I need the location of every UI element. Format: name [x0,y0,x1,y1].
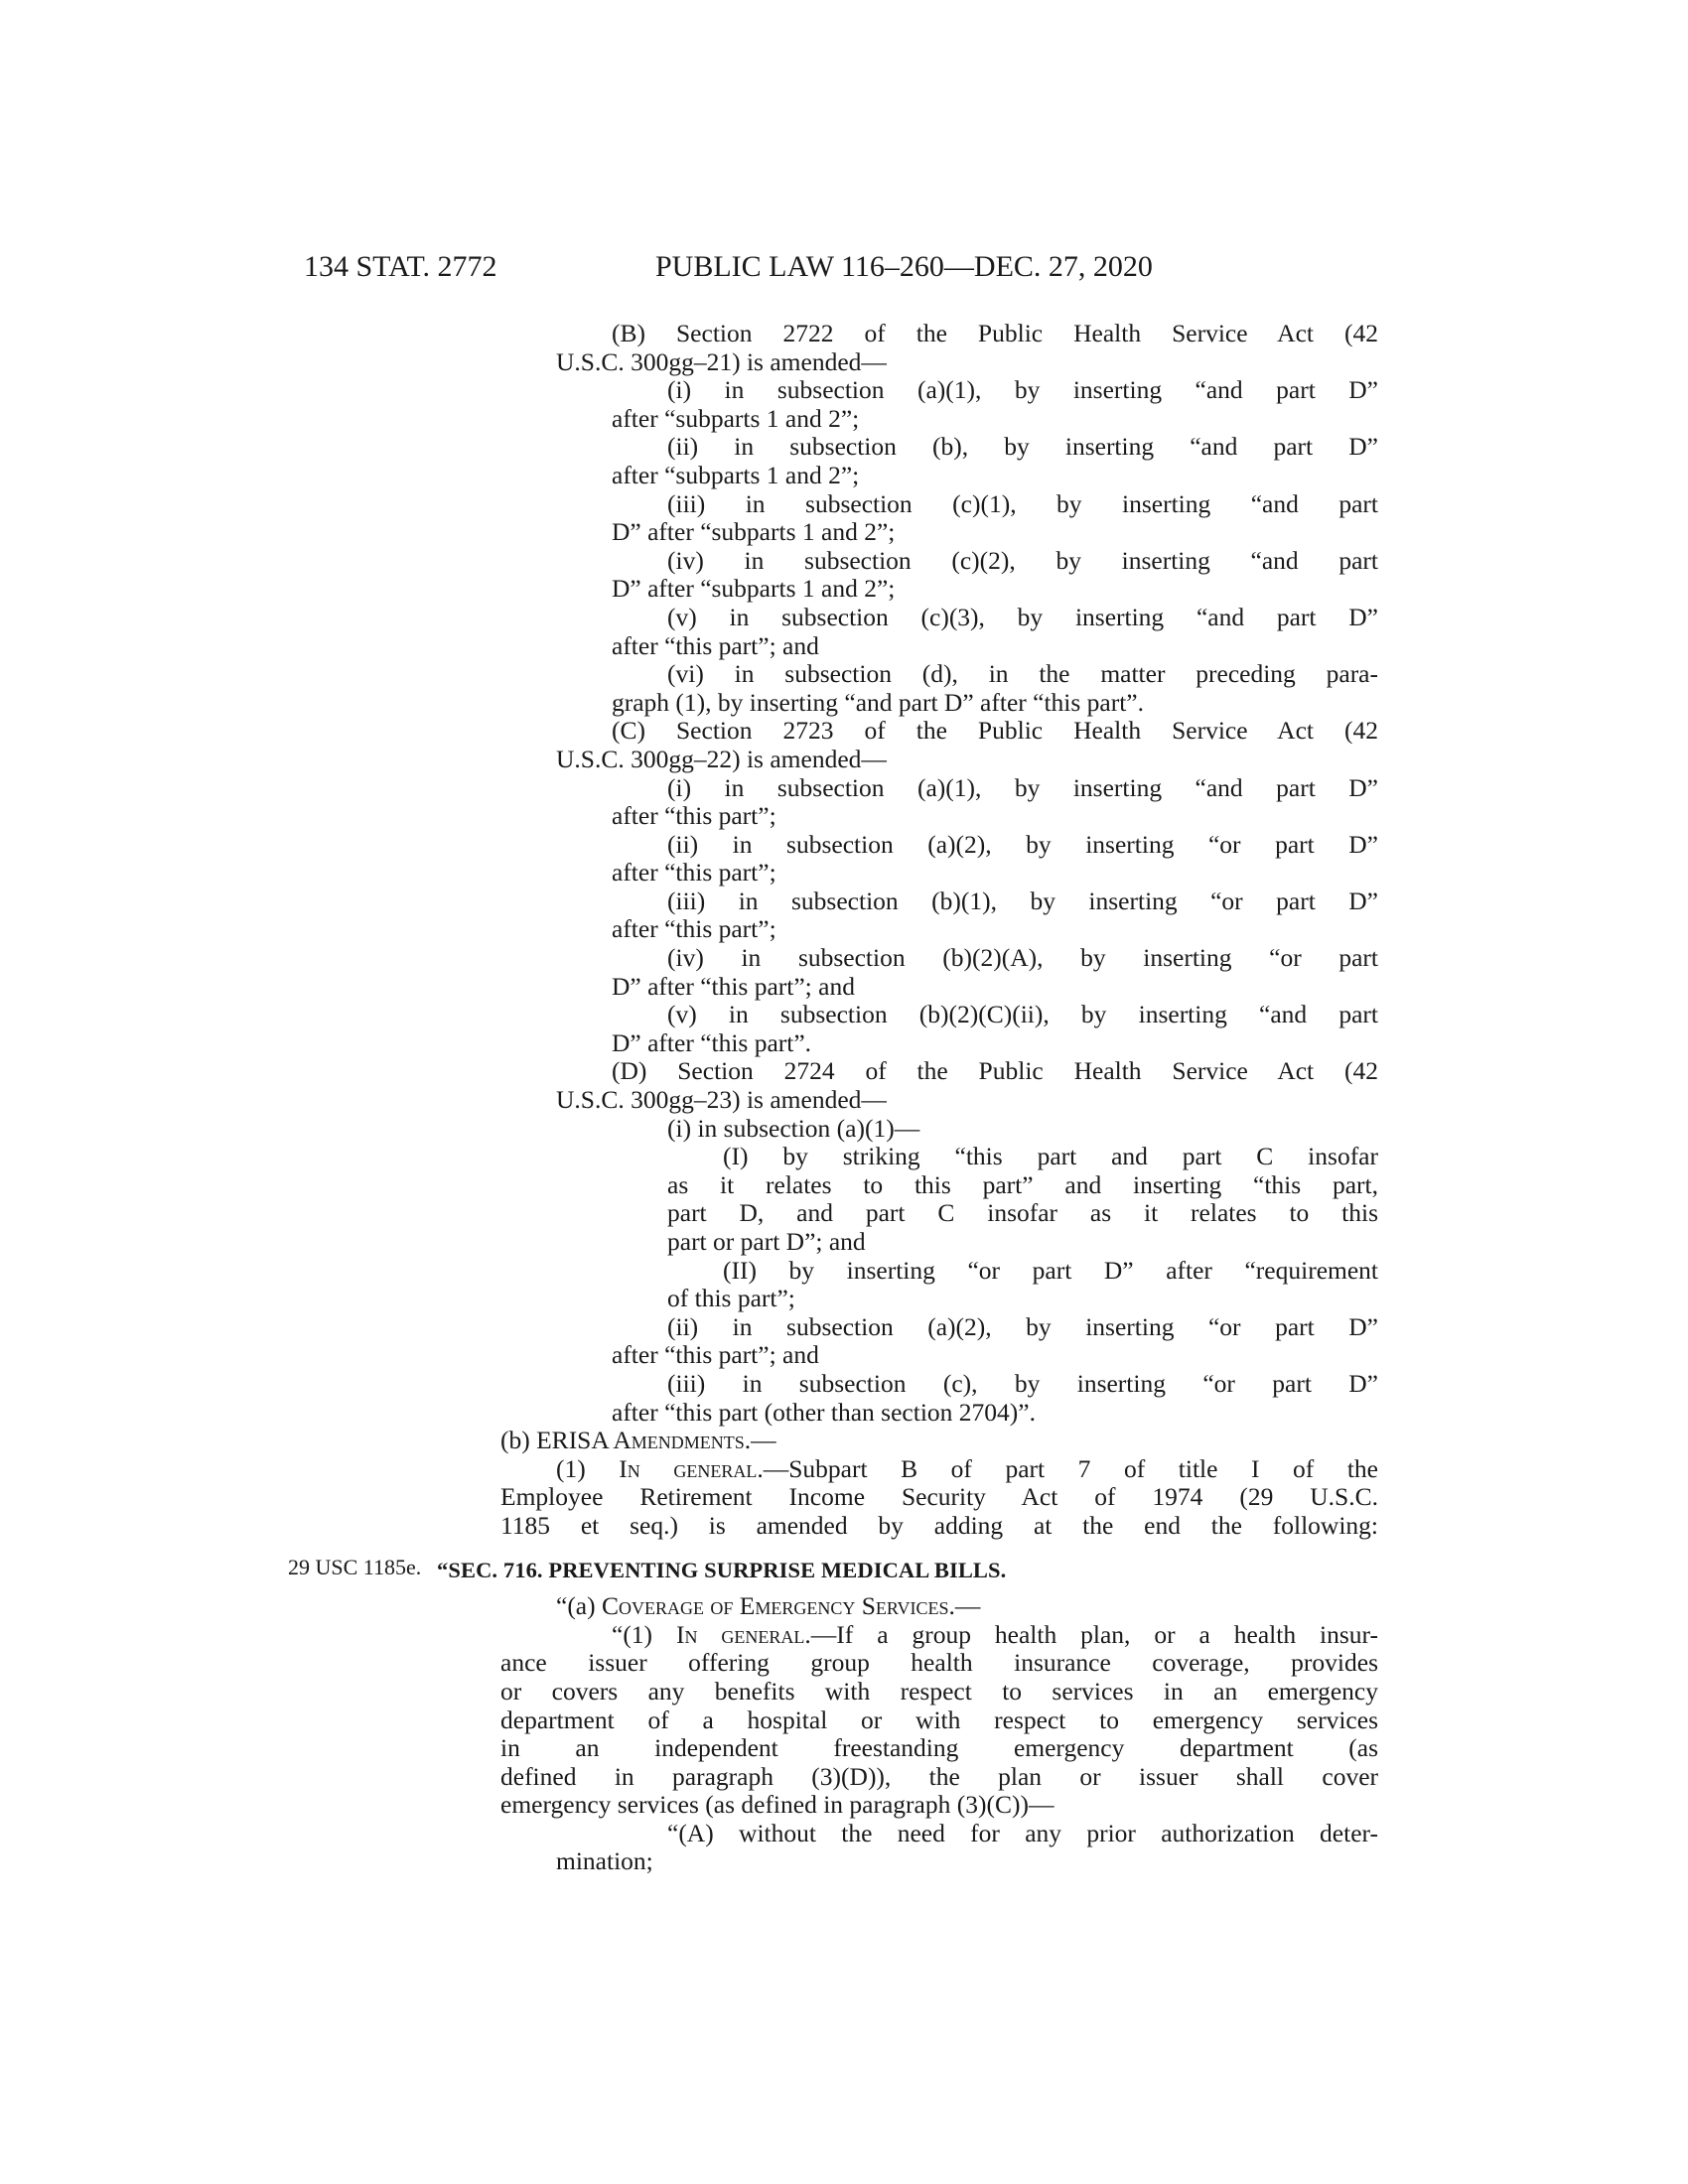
paragraph-label: “(1) [612,1619,676,1649]
text-line: (v) in subsection (c)(3), by inserting “and part D” [667,602,1378,631]
subsection-title: Coverage of Emergency Services [602,1591,949,1621]
text-line: (i) in subsection (a)(1), by inserting “and part D” [667,772,1378,802]
text-line: part or part D”; and [667,1227,866,1256]
paragraph-label: (1) [556,1453,620,1483]
text-line: defined in paragraph (3)(D)), the plan or issuer shall cover [500,1761,1378,1791]
text-line [500,1455,1378,1484]
text-line: Employee Retirement Income Security Act of 1974 (29 U.S.C. [500,1482,1378,1512]
subsection-label: “(a) [556,1591,602,1621]
text-line: (iii) in subsection (c), by inserting “or part D” [667,1368,1378,1398]
text-line: graph (1), by inserting “and part D” after “this part”. [612,687,1144,717]
paragraph-text: .—If a group health plan, or a health insur- [804,1619,1378,1649]
text-line: D” after “subparts 1 and 2”; [612,574,896,604]
text-line: or covers any benefits with respect to services in an emergency [500,1676,1378,1706]
text-line: emergency services (as defined in paragraph (3)(C))— [500,1790,1055,1820]
text-line: as it relates to this part” and inserting “this part, [667,1169,1378,1199]
text-line: (iv) in subsection (c)(2), by inserting “and part [667,545,1378,575]
text-line: part D, and part C insofar as it relates to this [667,1198,1378,1228]
text-line: U.S.C. 300gg–23) is amended— [556,1085,887,1115]
subsection-heading [500,1592,1378,1621]
text-line: in an independent freestanding emergency department (as [500,1733,1378,1763]
text-line: after “subparts 1 and 2”; [612,460,860,489]
text-line: after “this part (other than section 2704)”. [612,1397,1036,1427]
text-line: after “this part”; [612,858,776,887]
text-line: mination; [556,1846,653,1876]
text-line: 1185 et seq.) is amended by adding at the end the following: [500,1510,1378,1540]
section-heading: “SEC. 716. PREVENTING SURPRISE MEDICAL BILLS. [437,1557,1007,1582]
text-line [500,1621,1378,1650]
text-line: (ii) in subsection (a)(2), by inserting “or part D” [667,829,1378,859]
text-line: D” after “this part”; and [612,971,855,1001]
text-line: of this part”; [667,1284,795,1313]
text-line: D” after “subparts 1 and 2”; [612,517,896,547]
text-line: D” after “this part”. [612,1027,812,1057]
text-line: (II) by inserting “or part D” after “requirement [723,1255,1378,1285]
document-body [437,319,1378,1876]
text-line: (i) in subsection (a)(1)— [667,1113,920,1143]
public-law-header: PUBLIC LAW 116–260—DEC. 27, 2020 [655,250,1153,283]
text-line: U.S.C. 300gg–22) is amended— [556,744,887,773]
text-line: (I) by striking “this part and part C insofar [723,1142,1378,1171]
text-line: (vi) in subsection (d), in the matter preceding para- [667,659,1378,689]
text-line: (iv) in subsection (b)(2)(A), by inserting “or part [667,943,1378,973]
text-line: (iii) in subsection (c)(1), by inserting “and part [667,488,1378,518]
text-line: U.S.C. 300gg–21) is amended— [556,346,887,376]
paragraph-title: In general [619,1453,758,1483]
subsection-label: (b) [500,1426,537,1455]
text-line: (v) in subsection (b)(2)(C)(ii), by inserting “and part [667,1000,1378,1029]
subsection-dash: .— [744,1426,776,1455]
text-line: ance issuer offering group health insurance coverage, provides [500,1648,1378,1678]
text-line: after “this part”; and [612,630,819,660]
text-line: after “this part”; and [612,1340,819,1370]
text-line: (D) Section 2724 of the Public Health Service Act (42 [612,1056,1378,1086]
subsection-title: ERISA Amendments [536,1426,745,1455]
text-line: (ii) in subsection (a)(2), by inserting “or part D” [667,1311,1378,1341]
text-line: (ii) in subsection (b), by inserting “and part D” [667,432,1378,462]
text-line: (i) in subsection (a)(1), by inserting “and part D” [667,375,1378,405]
paragraph-title: In general [676,1619,805,1649]
subsection-heading [500,1427,1378,1455]
text-line: (iii) in subsection (b)(1), by inserting “or part D” [667,886,1378,915]
subsection-dash: .— [948,1591,981,1621]
statute-page-reference: 134 STAT. 2772 [304,250,497,283]
text-line: after “this part”; [612,914,776,944]
paragraph-text: .—Subpart B of part 7 of title I of the [757,1453,1378,1483]
margin-citation-note: 29 USC 1185e. [288,1555,422,1579]
text-line: after “this part”; [612,801,776,831]
text-line: “(A) without the need for any prior authorization deter- [667,1818,1378,1847]
text-line: after “subparts 1 and 2”; [612,403,860,433]
text-line: (C) Section 2723 of the Public Health Service Act (42 [612,716,1378,746]
text-line: (B) Section 2722 of the Public Health Service Act (42 [612,319,1378,347]
text-line: department of a hospital or with respect to emergency services [500,1705,1378,1734]
